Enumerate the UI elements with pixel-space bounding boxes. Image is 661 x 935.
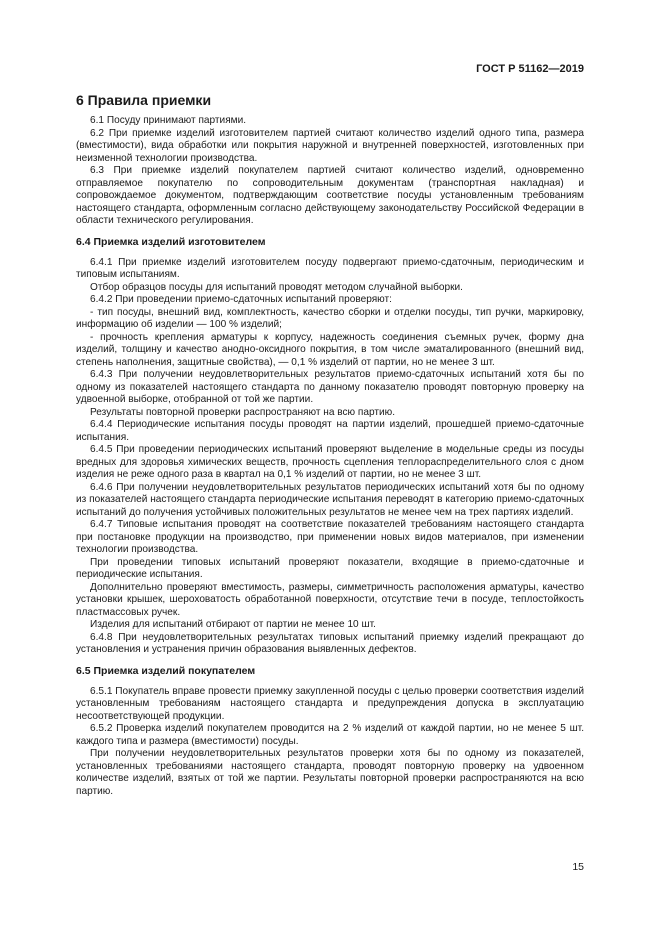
- paragraph: При проведении типовых испытаний проверяют показатели, входящие в приемо-сдаточные и периодические испытания.: [76, 556, 584, 580]
- list-item: - прочность крепления арматуры к корпусу, надежность соединения съемных ручек, форму дна изделий, толщину и качество анодно-оксидного покрытия, в том числе эматалированного (внешний вид, степень наполнения, защитные свойства), — 0,1 % изделий от партии, но не менее 3 шт.: [76, 331, 584, 368]
- paragraph: 6.4.8 При неудовлетворительных результатах типовых испытаний приемку изделий прекращают до установления и устранения причин образования выявленных дефектов.: [76, 631, 584, 655]
- paragraph: 6.4.5 При проведении периодических испытаний проверяют выделение в модельные среды из посуды вредных для здоровья химических веществ, прочность сцепления теплораспределительного слоя с дном изделия не реже одного раза в квартал на 0,1 % изделий от партии, но не менее 3 шт.: [76, 444, 584, 480]
- paragraph: При получении неудовлетворительных результатов проверки хотя бы по одному из показателей, установленных требованиями настоящего стандарта, проводят повторную проверку на удвоенном количестве изделий, взятых от той же партии. Результаты повторной проверки распространяются на всю партию.: [76, 748, 584, 797]
- section-title: 6 Правила приемки: [76, 92, 212, 108]
- paragraph: 6.4.1 При приемке изделий изготовителем посуду подвергают приемо-сдаточным, периодическим и типовым испытаниям.: [76, 256, 584, 280]
- paragraph: Дополнительно проверяют вместимость, размеры, симметричность расположения арматуры, качество установки крышек, шероховатость обработанной поверхности, отсутствие течи в посуде, теплостойкость пластмассовых ручек.: [76, 581, 584, 618]
- paragraph-6-1: 6.1 Посуду принимают партиями.: [90, 115, 247, 126]
- standard-header: ГОСТ Р 51162—2019: [476, 63, 584, 75]
- paragraph: 6.5.1 Покупатель вправе провести приемку закупленной посуды с целью проверки соответствия изделий установленным требованиям настоящего стандарта и предупреждения допуска в эксплуатацию несоответствующей продукции.: [76, 685, 584, 722]
- paragraph-6-3: 6.3 При приемке изделий покупателем партией считают количество изделий, одновременно отправляемое покупателю по сопроводительным документам (транспортная накладная) и сопровождаемое документом, подтверждающим соответствие посуды установленным требованиям настоящего стандарта, оформленным согласно действующему законодательству Российской Федерации в области технического регулирования.: [76, 165, 584, 226]
- paragraph: 6.4.2 При проведении приемо-сдаточных испытаний проверяют:: [90, 294, 392, 305]
- paragraph: 6.5.2 Проверка изделий покупателем проводится на 2 % изделий от каждой партии, но не менее 5 шт. каждого типа и размера (вместимости) посуды.: [76, 723, 584, 747]
- subsection-title-6-5: 6.5 Приемка изделий покупателем: [76, 664, 256, 677]
- paragraph: Результаты повторной проверки распространяют на всю партию.: [90, 406, 396, 418]
- paragraph: Изделия для испытаний отбирают от партии не менее 10 шт.: [90, 619, 376, 630]
- paragraph: 6.4.7 Типовые испытания проводят на соответствие показателей требованиям настоящего стандарта при постановке продукции на производство, при применении новых видов материалов, при изменении технологии производства.: [76, 519, 584, 555]
- paragraph: 6.4.6 При получении неудовлетворительных результатов периодических испытаний хотя бы по одному из показателей настоящего стандарта периодические испытания переводят в категорию приемо-сдаточных испытаний до получения устойчивых положительных результатов не менее чем на трех партиях изделий.: [76, 481, 584, 518]
- paragraph-6-2: 6.2 При приемке изделий изготовителем партией считают количество изделий одного типа, размера (вместимости), вида обработки или покрытия наружной и внутренней поверхностей, изготовленных при неизменной технологии производства.: [76, 127, 584, 164]
- page-content: [76, 92, 584, 798]
- paragraph: Отбор образцов посуды для испытаний проводят методом случайной выборки.: [90, 281, 463, 293]
- list-item: - тип посуды, внешний вид, комплектность, качество сборки и отделки посуды, тип ручки, маркировку, информацию об изделии — 100 % изделий;: [76, 306, 584, 330]
- subsection-title-6-4: 6.4 Приемка изделий изготовителем: [76, 235, 266, 248]
- paragraph: 6.4.3 При получении неудовлетворительных результатов приемо-сдаточных испытаний хотя бы по одному из показателей настоящего стандарта по данному показателю проводят повторную проверку на удвоенной выборке, отобранной от той же партии.: [76, 369, 584, 405]
- paragraph: 6.4.4 Периодические испытания посуды проводят на партии изделий, прошедшей приемо-сдаточные испытания.: [76, 419, 584, 443]
- page-number: 15: [572, 861, 584, 873]
